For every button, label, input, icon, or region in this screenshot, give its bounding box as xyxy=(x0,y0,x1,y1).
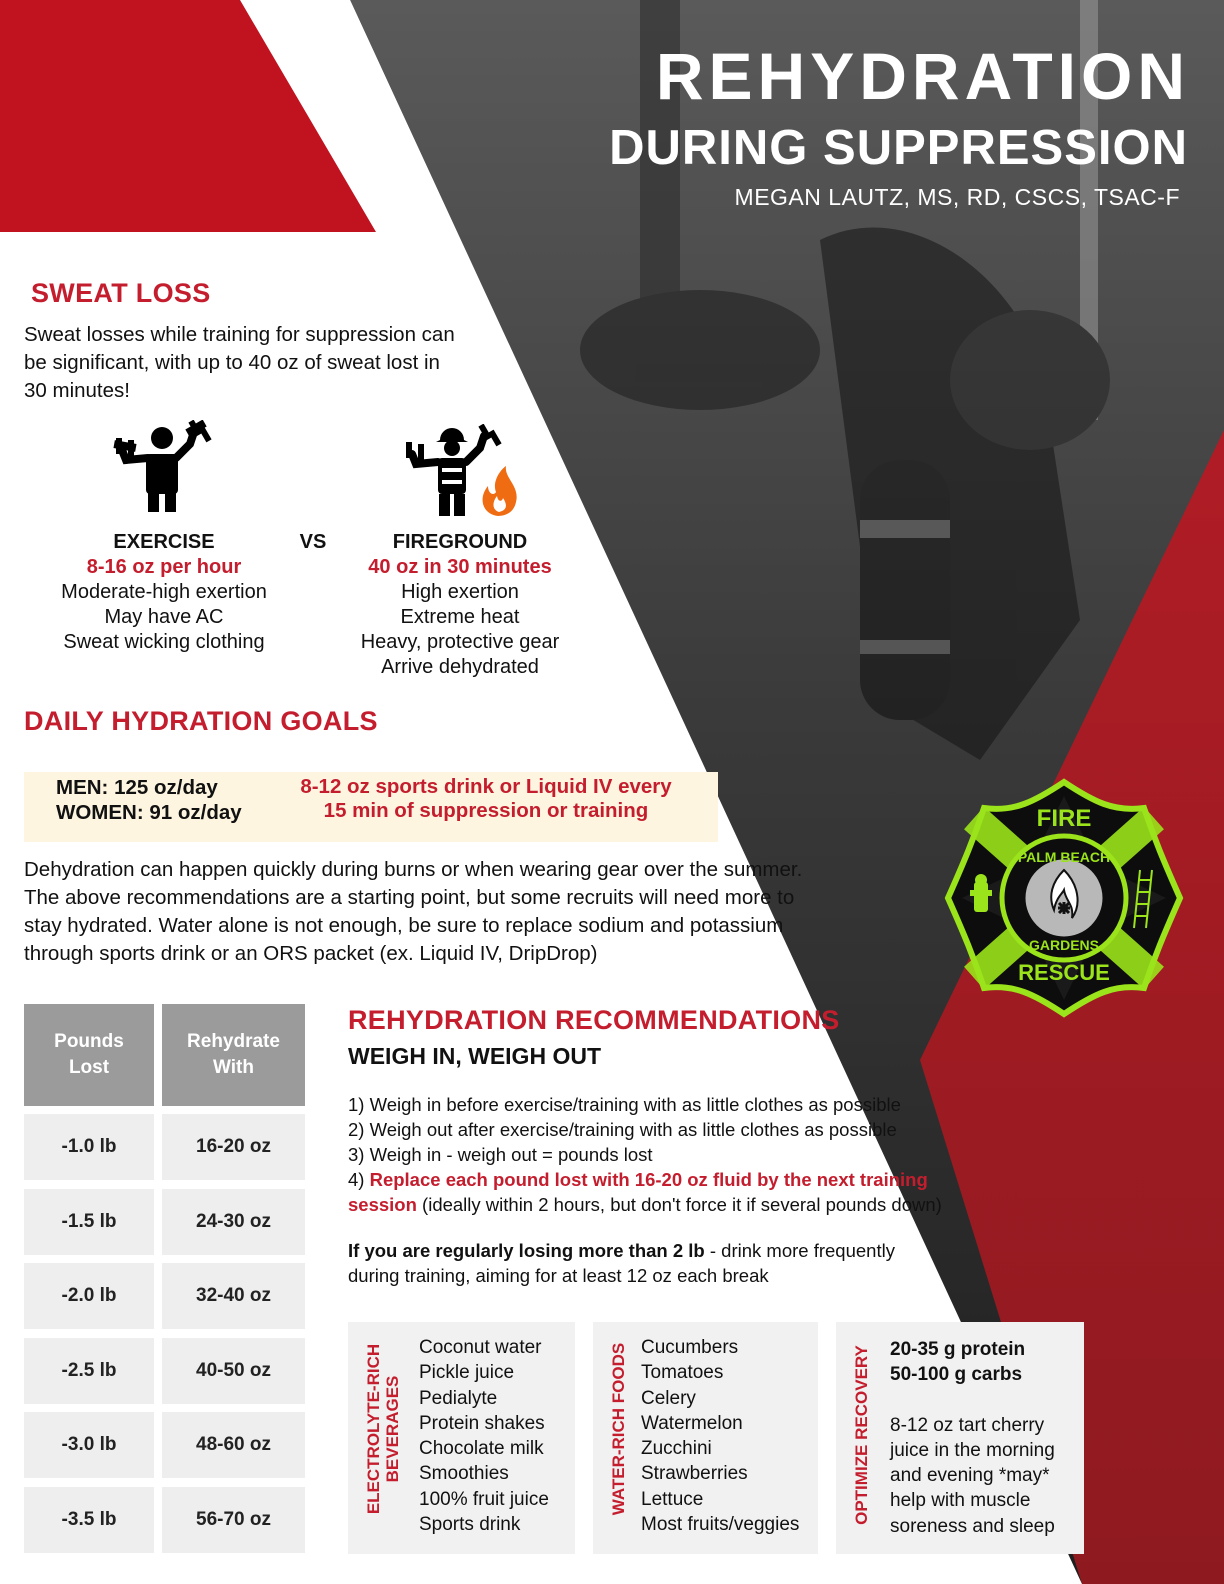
water-foods-list xyxy=(641,1335,799,1537)
list-item: Lettuce xyxy=(641,1488,704,1510)
exercise-heading: EXERCISE xyxy=(113,531,215,553)
recovery-text: soreness and sleep xyxy=(890,1515,1055,1537)
daily-goals-heading: DAILY HYDRATION GOALS xyxy=(24,706,378,736)
recovery-target: 50-100 g carbs xyxy=(890,1364,1023,1386)
badge-ring-bottom-text: GARDENS xyxy=(1028,937,1100,953)
step-item: 2) Weigh out after exercise/training with as little clothes as possible xyxy=(348,1119,897,1140)
table-cell-rehydrate-with: 56-70 oz xyxy=(162,1487,305,1553)
step-detail: (ideally within 2 hours, but don't force it if several pounds down) xyxy=(416,1194,942,1215)
author-credit: MEGAN LAUTZ, MS, RD, CSCS, TSAC-F xyxy=(734,184,1180,210)
box-label-line: ELECTROLYTE-RICH xyxy=(364,1343,383,1515)
list-item: Strawberries xyxy=(641,1463,748,1485)
table-cell-rehydrate-with: 48-60 oz xyxy=(162,1412,305,1478)
badge-top-text: FIRE xyxy=(1036,805,1092,832)
badge-ring-top-text: PALM BEACH xyxy=(1017,849,1111,865)
electrolyte-box-label xyxy=(364,1324,402,1534)
note-text: during training, aiming for at least 12 oz each break xyxy=(348,1265,769,1286)
page-title: REHYDRATION xyxy=(655,39,1190,113)
page-subtitle: DURING SUPPRESSION xyxy=(609,121,1188,175)
table-cell-pounds-lost: -2.0 lb xyxy=(24,1263,154,1329)
recovery-text: help with muscle xyxy=(890,1490,1031,1512)
table-cell-pounds-lost: -1.0 lb xyxy=(24,1114,154,1180)
list-item: Smoothies xyxy=(419,1463,509,1485)
step-item: 3) Weigh in - weigh out = pounds lost xyxy=(348,1144,653,1165)
step-number: 4) xyxy=(348,1169,370,1190)
recovery-text: juice in the morning xyxy=(890,1439,1055,1461)
women-goal: WOMEN: 91 oz/day xyxy=(56,801,242,824)
fireground-column xyxy=(330,530,590,680)
badge-bottom-text: RESCUE xyxy=(1018,960,1110,985)
fireground-rate: 40 oz in 30 minutes xyxy=(368,556,552,578)
recovery-text: 8-12 oz tart cherry xyxy=(890,1414,1045,1436)
during-goal-line: 8-12 oz sports drink or Liquid IV every xyxy=(300,775,672,798)
list-item: Pedialyte xyxy=(419,1387,498,1409)
sweat-loss-heading: SWEAT LOSS xyxy=(31,278,211,308)
goals-by-sex xyxy=(56,775,242,825)
note-text: - drink more frequently xyxy=(704,1240,895,1261)
rehydration-heading: REHYDRATION RECOMMENDATIONS xyxy=(348,1005,840,1035)
table-cell-pounds-lost: -1.5 lb xyxy=(24,1189,154,1255)
list-item: Most fruits/veggies xyxy=(641,1514,800,1536)
table-header-line: Pounds xyxy=(54,1031,124,1052)
table-header-line: Rehydrate xyxy=(187,1031,280,1052)
list-item: Coconut water xyxy=(419,1337,542,1358)
table-header xyxy=(24,1004,154,1106)
recovery-target: 20-35 g protein xyxy=(890,1339,1026,1360)
men-goal: MEN: 125 oz/day xyxy=(56,776,218,799)
exercise-point: Moderate-high exertion xyxy=(61,581,267,603)
recovery-list xyxy=(890,1337,1055,1539)
frequency-note xyxy=(348,1238,1008,1288)
list-item: Chocolate milk xyxy=(419,1438,544,1460)
table-cell-rehydrate-with: 24-30 oz xyxy=(162,1189,305,1255)
table-cell-rehydrate-with: 32-40 oz xyxy=(162,1263,305,1329)
fireground-point: Arrive dehydrated xyxy=(381,656,539,678)
fireground-heading: FIREGROUND xyxy=(392,531,528,553)
step-item-4-cont xyxy=(348,1192,1008,1217)
rehydration-subheading: WEIGH IN, WEIGH OUT xyxy=(348,1043,601,1069)
table-cell-rehydrate-with: 40-50 oz xyxy=(162,1338,305,1404)
list-item: 100% fruit juice xyxy=(419,1488,549,1510)
list-item: Pickle juice xyxy=(419,1362,515,1384)
recovery-box-label: OPTIMIZE RECOVERY xyxy=(852,1345,871,1525)
list-item: Celery xyxy=(641,1387,696,1409)
firefighter-lifting-icon xyxy=(402,424,520,516)
table-header-line: With xyxy=(213,1057,254,1078)
box-label-line: BEVERAGES xyxy=(383,1375,402,1483)
step-item-4 xyxy=(348,1167,1008,1192)
recovery-text: and evening *may* xyxy=(890,1465,1050,1487)
list-item: Cucumbers xyxy=(641,1337,739,1358)
fireground-point: High exertion xyxy=(401,581,519,603)
electrolyte-list xyxy=(419,1335,549,1537)
list-item: Watermelon xyxy=(641,1412,743,1434)
list-item: Protein shakes xyxy=(419,1412,545,1434)
table-cell-pounds-lost: -2.5 lb xyxy=(24,1338,154,1404)
step-item: 1) Weigh in before exercise/training with as little clothes as possible xyxy=(348,1094,901,1115)
fireground-point: Extreme heat xyxy=(400,606,520,628)
list-item: Tomatoes xyxy=(641,1362,724,1384)
exercise-point: May have AC xyxy=(104,606,224,628)
weigh-steps xyxy=(348,1092,1008,1217)
step-emphasis: session xyxy=(348,1194,417,1215)
exercise-rate: 8-16 oz per hour xyxy=(86,556,242,578)
table-cell-rehydrate-with: 16-20 oz xyxy=(162,1114,305,1180)
step-emphasis: Replace each pound lost with 16-20 oz fluid by the next training xyxy=(369,1169,928,1190)
dehydration-paragraph: Dehydration can happen quickly during burns or when wearing gear over the summer. The above recommendations are a starting point, but some recruits will need more to stay hydrated. Water alone is not enough, be sure to replace sodium and potassium through sports drink or an ORS packet (ex. Liquid IV, DripDrop) xyxy=(24,858,803,965)
exercise-point: Sweat wicking clothing xyxy=(63,631,265,653)
list-item: Zucchini xyxy=(641,1438,712,1460)
table-header-line: Lost xyxy=(68,1057,110,1078)
list-item: Sports drink xyxy=(419,1514,521,1536)
water-foods-box-label: WATER-RICH FOODS xyxy=(609,1342,628,1516)
weightlifter-icon xyxy=(112,420,212,512)
during-goal-line: 15 min of suppression or training xyxy=(323,799,649,822)
exercise-column xyxy=(24,530,304,655)
table-cell-pounds-lost: -3.5 lb xyxy=(24,1487,154,1553)
fireground-point: Heavy, protective gear xyxy=(360,631,560,653)
table-header xyxy=(162,1004,305,1106)
during-training-goal xyxy=(276,775,696,823)
fire-rescue-badge xyxy=(944,778,1184,1018)
sweat-loss-text: Sweat losses while training for suppression can be significant, with up to 40 oz of sweat lost in 30 minutes! xyxy=(24,323,455,402)
vs-label: VS xyxy=(299,531,327,553)
note-emphasis: If you are regularly losing more than 2 lb xyxy=(348,1240,705,1261)
table-cell-pounds-lost: -3.0 lb xyxy=(24,1412,154,1478)
